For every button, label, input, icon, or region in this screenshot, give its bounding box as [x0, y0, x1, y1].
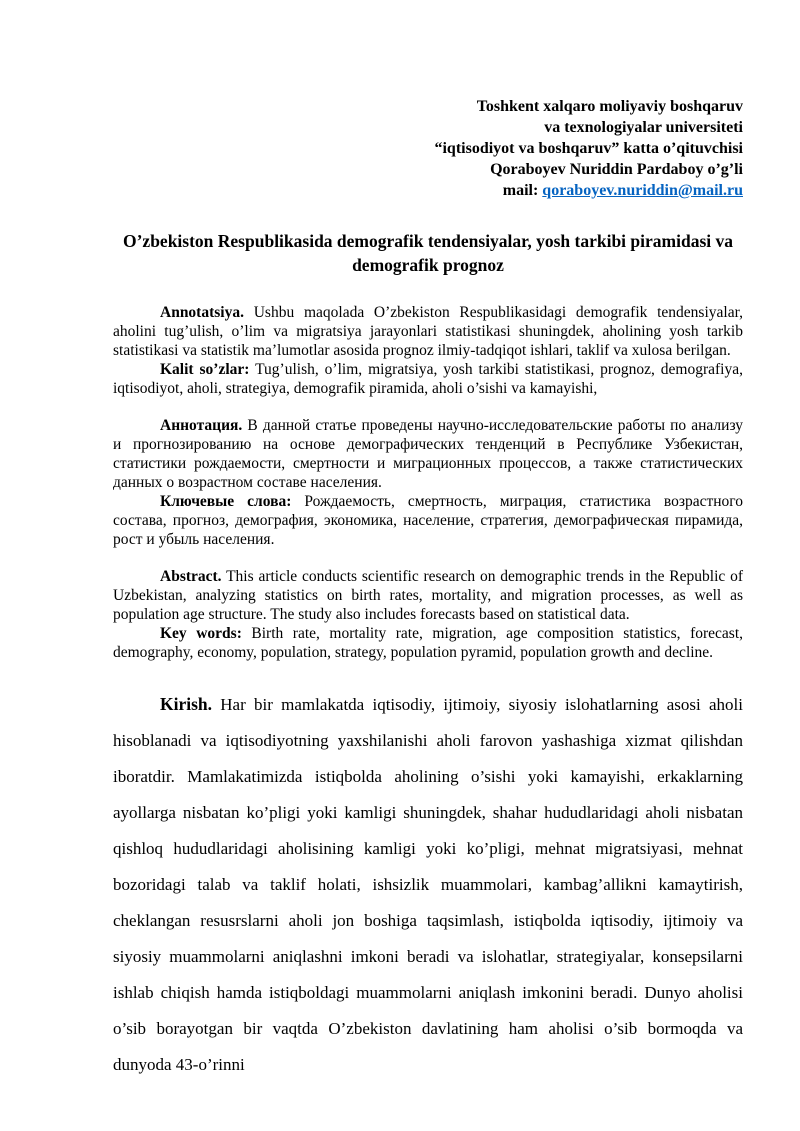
email-link[interactable]: qoraboyev.nuriddin@mail.ru	[542, 182, 743, 199]
author-position: “iqtisodiyot va boshqaruv” katta o’qituvchisi	[434, 140, 743, 157]
annotaciya-ru-text: В данной статье проведены научно-исследовательские работы по анализу и прогнозированию на основе демографических тенденций в Республике Узбекистан, статистики рождаемости, смертности и миграционных процессов, а также статистических данных о возрастном составе населения.	[113, 417, 743, 491]
university-name-line-1: Toshkent xalqaro moliyaviy boshqaruv	[476, 98, 743, 115]
klyuchevye-slova-label: Ключевые слова:	[160, 493, 292, 510]
key-words-label: Key words:	[160, 625, 242, 642]
key-words-text: Birth rate, mortality rate, migration, age composition statistics, forecast, demography, economy, population, strategy, population pyramid, population growth and decline.	[113, 625, 743, 661]
mail-line	[113, 180, 743, 201]
abstract-label: Abstract.	[160, 568, 222, 585]
paragraph-annotatsiya	[113, 303, 743, 360]
paragraph-kirish	[113, 686, 743, 1083]
paragraph-annotaciya-ru	[113, 416, 743, 492]
kirish-label: Kirish.	[160, 694, 213, 714]
kalit-sozlar-label: Kalit so’zlar:	[160, 361, 250, 378]
abstract-text: This article conducts scientific research on demographic trends in the Republic of Uzbekistan, analyzing statistics on birth rates, mortality, and migration processes, as well as population age structure. The study also includes forecasts based on statistical data.	[113, 568, 743, 623]
mail-label: mail:	[502, 182, 539, 199]
author-name: Qoraboyev Nuriddin Pardaboy o’g’li	[490, 161, 743, 178]
author-block	[113, 96, 743, 201]
kirish-text: Har bir mamlakatda iqtisodiy, ijtimoiy, siyosiy islohatlarning asosi aholi hisoblanadi va iqtisodiyotning yaxshilanishi aholi farovon yashashiga xizmat qilishdan iboratdir. Mamlakatimizda istiqbolda aholining o’sishi yoki kamayishi, erkaklarning ayollarga nisbatan ko’pligi yoki kamligi shuningdek, shahar hududlaridagi aholi nisbatan qishloq hududlaridagi aholisining kamligi yoki ko’pligi, mehnat migratsiyasi, mehnat bozoridagi talab va taklif holati, ishsizlik muammolari, kambag’allikni kamaytirish, cheklangan resusrslarni aholi jon boshiga taqsimlash, istiqbolda iqtisodiy, ijtimoiy va siyosiy muammolarni aniqlashni imkoni beradi va islohatlar, strategiyalar, konsepsilarni ishlab chiqish hamda istiqboldagi muammolarni aniqlash imkonini beradi. Dunyo aholisi o’sib borayotgan bir vaqtda O’zbekiston davlatining ham aholisi o’sib bormoqda va dunyoda 43-o’rinni	[113, 695, 744, 1074]
annotaciya-ru-label: Аннотация.	[160, 417, 243, 434]
university-name-line-2: va texnologiyalar universiteti	[544, 119, 743, 136]
klyuchevye-slova-text: Рождаемость, смертность, миграция, статистика возрастного состава, прогноз, демография, экономика, население, стратегия, демографическая пирамида, рост и убыль населения.	[113, 493, 744, 548]
paragraph-abstract	[113, 567, 743, 624]
paragraph-key-words	[113, 624, 743, 662]
kirish-section	[113, 686, 743, 1083]
paragraph-kalit-sozlar	[113, 360, 743, 398]
annotatsiya-text: Ushbu maqolada O’zbekiston Respublikasidagi demografik tendensiyalar, aholini tug’ulish, o’lim va migratsiya jarayonlari statistikasi shuningdek, aholining yosh tarkib statistikasi va statistik ma’lumotlar asosida prognoz ilmiy-tadqiqot ishlari, taklif va xulosa berilgan.	[113, 304, 744, 359]
paragraph-klyuchevye-slova	[113, 492, 743, 549]
paper-title: O’zbekiston Respublikasida demografik tendensiyalar, yosh tarkibi piramidasi va demografik prognoz	[122, 231, 733, 275]
kalit-sozlar-text: Tug’ulish, o’lim, migratsiya, yosh tarkibi statistikasi, prognoz, demografiya, iqtisodiyot, aholi, strategiya, demografik piramida, aholi o’sishi va kamayishi,	[113, 361, 743, 397]
abstracts-section	[113, 303, 743, 662]
annotatsiya-label: Annotatsiya.	[160, 304, 244, 321]
